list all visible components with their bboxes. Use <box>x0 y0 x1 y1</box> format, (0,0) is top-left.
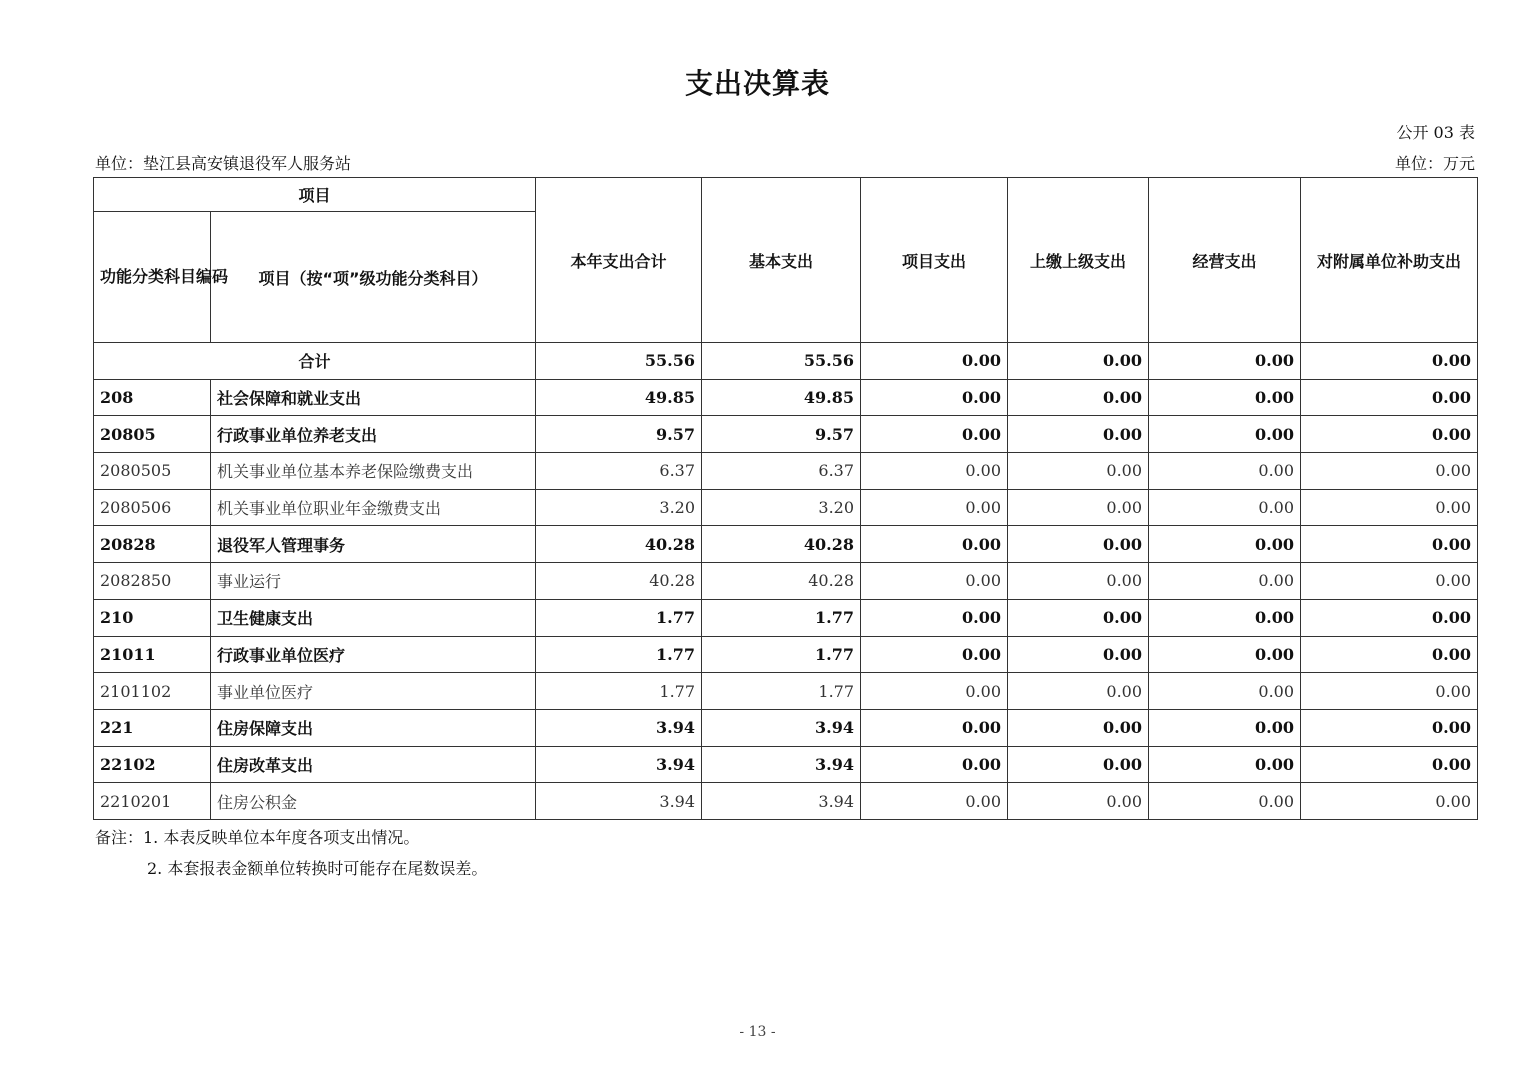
row-value: 3.94 <box>702 783 861 820</box>
row-value: 9.57 <box>536 416 702 453</box>
row-value: 0.00 <box>861 673 1008 710</box>
row-code: 21011 <box>94 636 211 673</box>
row-value: 0.00 <box>1301 416 1478 453</box>
row-value: 0.00 <box>1008 379 1149 416</box>
total-value: 0.00 <box>1149 343 1301 380</box>
row-value: 3.20 <box>536 489 702 526</box>
table-row <box>94 379 1478 416</box>
total-value: 55.56 <box>702 343 861 380</box>
row-value: 0.00 <box>1008 709 1149 746</box>
row-value: 0.00 <box>1008 599 1149 636</box>
reporting-unit: 单位：垫江县高安镇退役军人服务站 <box>95 154 352 173</box>
row-value: 0.00 <box>1149 379 1301 416</box>
expenditure-table <box>93 177 1478 820</box>
row-value: 1.77 <box>536 673 702 710</box>
row-name: 社会保障和就业支出 <box>211 379 536 416</box>
row-code: 2210201 <box>94 783 211 820</box>
row-value: 3.94 <box>702 709 861 746</box>
row-code: 2082850 <box>94 563 211 600</box>
header-subsidy: 对附属单位补助支出 <box>1301 178 1478 343</box>
row-value: 0.00 <box>1149 526 1301 563</box>
table-row <box>94 489 1478 526</box>
row-value: 0.00 <box>861 783 1008 820</box>
table-number: 公开 03 表 <box>1396 123 1475 142</box>
row-value: 40.28 <box>702 526 861 563</box>
total-row <box>94 343 1478 380</box>
page-title: 支出决算表 <box>684 67 830 100</box>
row-value: 0.00 <box>861 379 1008 416</box>
row-name: 机关事业单位基本养老保险缴费支出 <box>211 453 536 490</box>
total-value: 0.00 <box>861 343 1008 380</box>
table-row <box>94 416 1478 453</box>
row-value: 0.00 <box>1301 489 1478 526</box>
row-value: 0.00 <box>1301 746 1478 783</box>
row-value: 40.28 <box>536 563 702 600</box>
row-value: 0.00 <box>1008 489 1149 526</box>
header-upper: 上缴上级支出 <box>1008 178 1149 343</box>
row-code: 221 <box>94 709 211 746</box>
row-name: 卫生健康支出 <box>211 599 536 636</box>
header-item: 项目 <box>94 178 536 212</box>
row-value: 3.94 <box>536 746 702 783</box>
table-row <box>94 563 1478 600</box>
row-value: 6.37 <box>702 453 861 490</box>
row-value: 0.00 <box>861 709 1008 746</box>
row-value: 0.00 <box>861 416 1008 453</box>
row-value: 0.00 <box>861 636 1008 673</box>
row-value: 40.28 <box>702 563 861 600</box>
row-code: 22102 <box>94 746 211 783</box>
header-name: 项目（按“项”级功能分类科目） <box>211 212 536 343</box>
header-basic: 基本支出 <box>702 178 861 343</box>
row-value: 0.00 <box>1008 746 1149 783</box>
page-number: - 13 - <box>739 1024 776 1040</box>
row-value: 0.00 <box>1149 709 1301 746</box>
row-value: 0.00 <box>1301 453 1478 490</box>
row-value: 0.00 <box>1301 709 1478 746</box>
row-name: 住房改革支出 <box>211 746 536 783</box>
row-value: 0.00 <box>1149 746 1301 783</box>
row-value: 0.00 <box>861 599 1008 636</box>
row-name: 机关事业单位职业年金缴费支出 <box>211 489 536 526</box>
row-value: 0.00 <box>1301 599 1478 636</box>
row-value: 0.00 <box>1301 526 1478 563</box>
table-row <box>94 636 1478 673</box>
row-value: 3.20 <box>702 489 861 526</box>
row-code: 2080505 <box>94 453 211 490</box>
row-value: 0.00 <box>1008 636 1149 673</box>
row-value: 0.00 <box>1149 416 1301 453</box>
row-code: 210 <box>94 599 211 636</box>
row-value: 40.28 <box>536 526 702 563</box>
row-value: 49.85 <box>536 379 702 416</box>
row-name: 事业运行 <box>211 563 536 600</box>
table-row <box>94 746 1478 783</box>
row-value: 0.00 <box>861 526 1008 563</box>
row-value: 3.94 <box>536 783 702 820</box>
row-value: 49.85 <box>702 379 861 416</box>
row-name: 住房公积金 <box>211 783 536 820</box>
row-value: 0.00 <box>861 489 1008 526</box>
total-value: 0.00 <box>1008 343 1149 380</box>
header-code: 功能分类科目编码 <box>94 212 211 343</box>
total-label: 合计 <box>94 343 536 380</box>
row-value: 0.00 <box>1008 453 1149 490</box>
row-value: 0.00 <box>1008 783 1149 820</box>
row-name: 退役军人管理事务 <box>211 526 536 563</box>
currency-unit: 单位：万元 <box>1394 154 1475 173</box>
row-value: 0.00 <box>1149 636 1301 673</box>
row-code: 208 <box>94 379 211 416</box>
header-total: 本年支出合计 <box>536 178 702 343</box>
total-value: 55.56 <box>536 343 702 380</box>
row-value: 0.00 <box>1149 599 1301 636</box>
note-line-2: 2. 本套报表金额单位转换时可能存在尾数误差。 <box>147 859 488 878</box>
row-value: 9.57 <box>702 416 861 453</box>
row-value: 0.00 <box>1149 489 1301 526</box>
row-value: 0.00 <box>861 746 1008 783</box>
row-code: 2101102 <box>94 673 211 710</box>
table-body <box>94 343 1478 820</box>
row-value: 1.77 <box>702 599 861 636</box>
row-value: 0.00 <box>1008 416 1149 453</box>
row-code: 20828 <box>94 526 211 563</box>
row-value: 0.00 <box>1301 379 1478 416</box>
row-value: 0.00 <box>1301 636 1478 673</box>
row-code: 20805 <box>94 416 211 453</box>
row-name: 行政事业单位养老支出 <box>211 416 536 453</box>
header-business: 经营支出 <box>1149 178 1301 343</box>
row-value: 0.00 <box>1008 526 1149 563</box>
table-row <box>94 526 1478 563</box>
table-row <box>94 709 1478 746</box>
row-value: 0.00 <box>1008 563 1149 600</box>
row-value: 1.77 <box>702 636 861 673</box>
row-code: 2080506 <box>94 489 211 526</box>
row-value: 1.77 <box>536 636 702 673</box>
row-value: 0.00 <box>1301 563 1478 600</box>
row-name: 行政事业单位医疗 <box>211 636 536 673</box>
table-row <box>94 599 1478 636</box>
row-value: 3.94 <box>536 709 702 746</box>
row-value: 0.00 <box>1149 673 1301 710</box>
row-value: 0.00 <box>1301 783 1478 820</box>
total-value: 0.00 <box>1301 343 1478 380</box>
row-value: 0.00 <box>1149 453 1301 490</box>
notes <box>95 822 487 884</box>
row-value: 0.00 <box>1301 673 1478 710</box>
header-project: 项目支出 <box>861 178 1008 343</box>
table-row <box>94 783 1478 820</box>
row-value: 1.77 <box>702 673 861 710</box>
row-value: 0.00 <box>861 453 1008 490</box>
row-value: 6.37 <box>536 453 702 490</box>
row-value: 0.00 <box>1149 783 1301 820</box>
note-line-1: 备注：1. 本表反映单位本年度各项支出情况。 <box>95 828 420 847</box>
row-name: 住房保障支出 <box>211 709 536 746</box>
row-value: 3.94 <box>702 746 861 783</box>
row-value: 0.00 <box>861 563 1008 600</box>
table-row <box>94 673 1478 710</box>
row-name: 事业单位医疗 <box>211 673 536 710</box>
row-value: 0.00 <box>1008 673 1149 710</box>
row-value: 1.77 <box>536 599 702 636</box>
table-row <box>94 453 1478 490</box>
row-value: 0.00 <box>1149 563 1301 600</box>
